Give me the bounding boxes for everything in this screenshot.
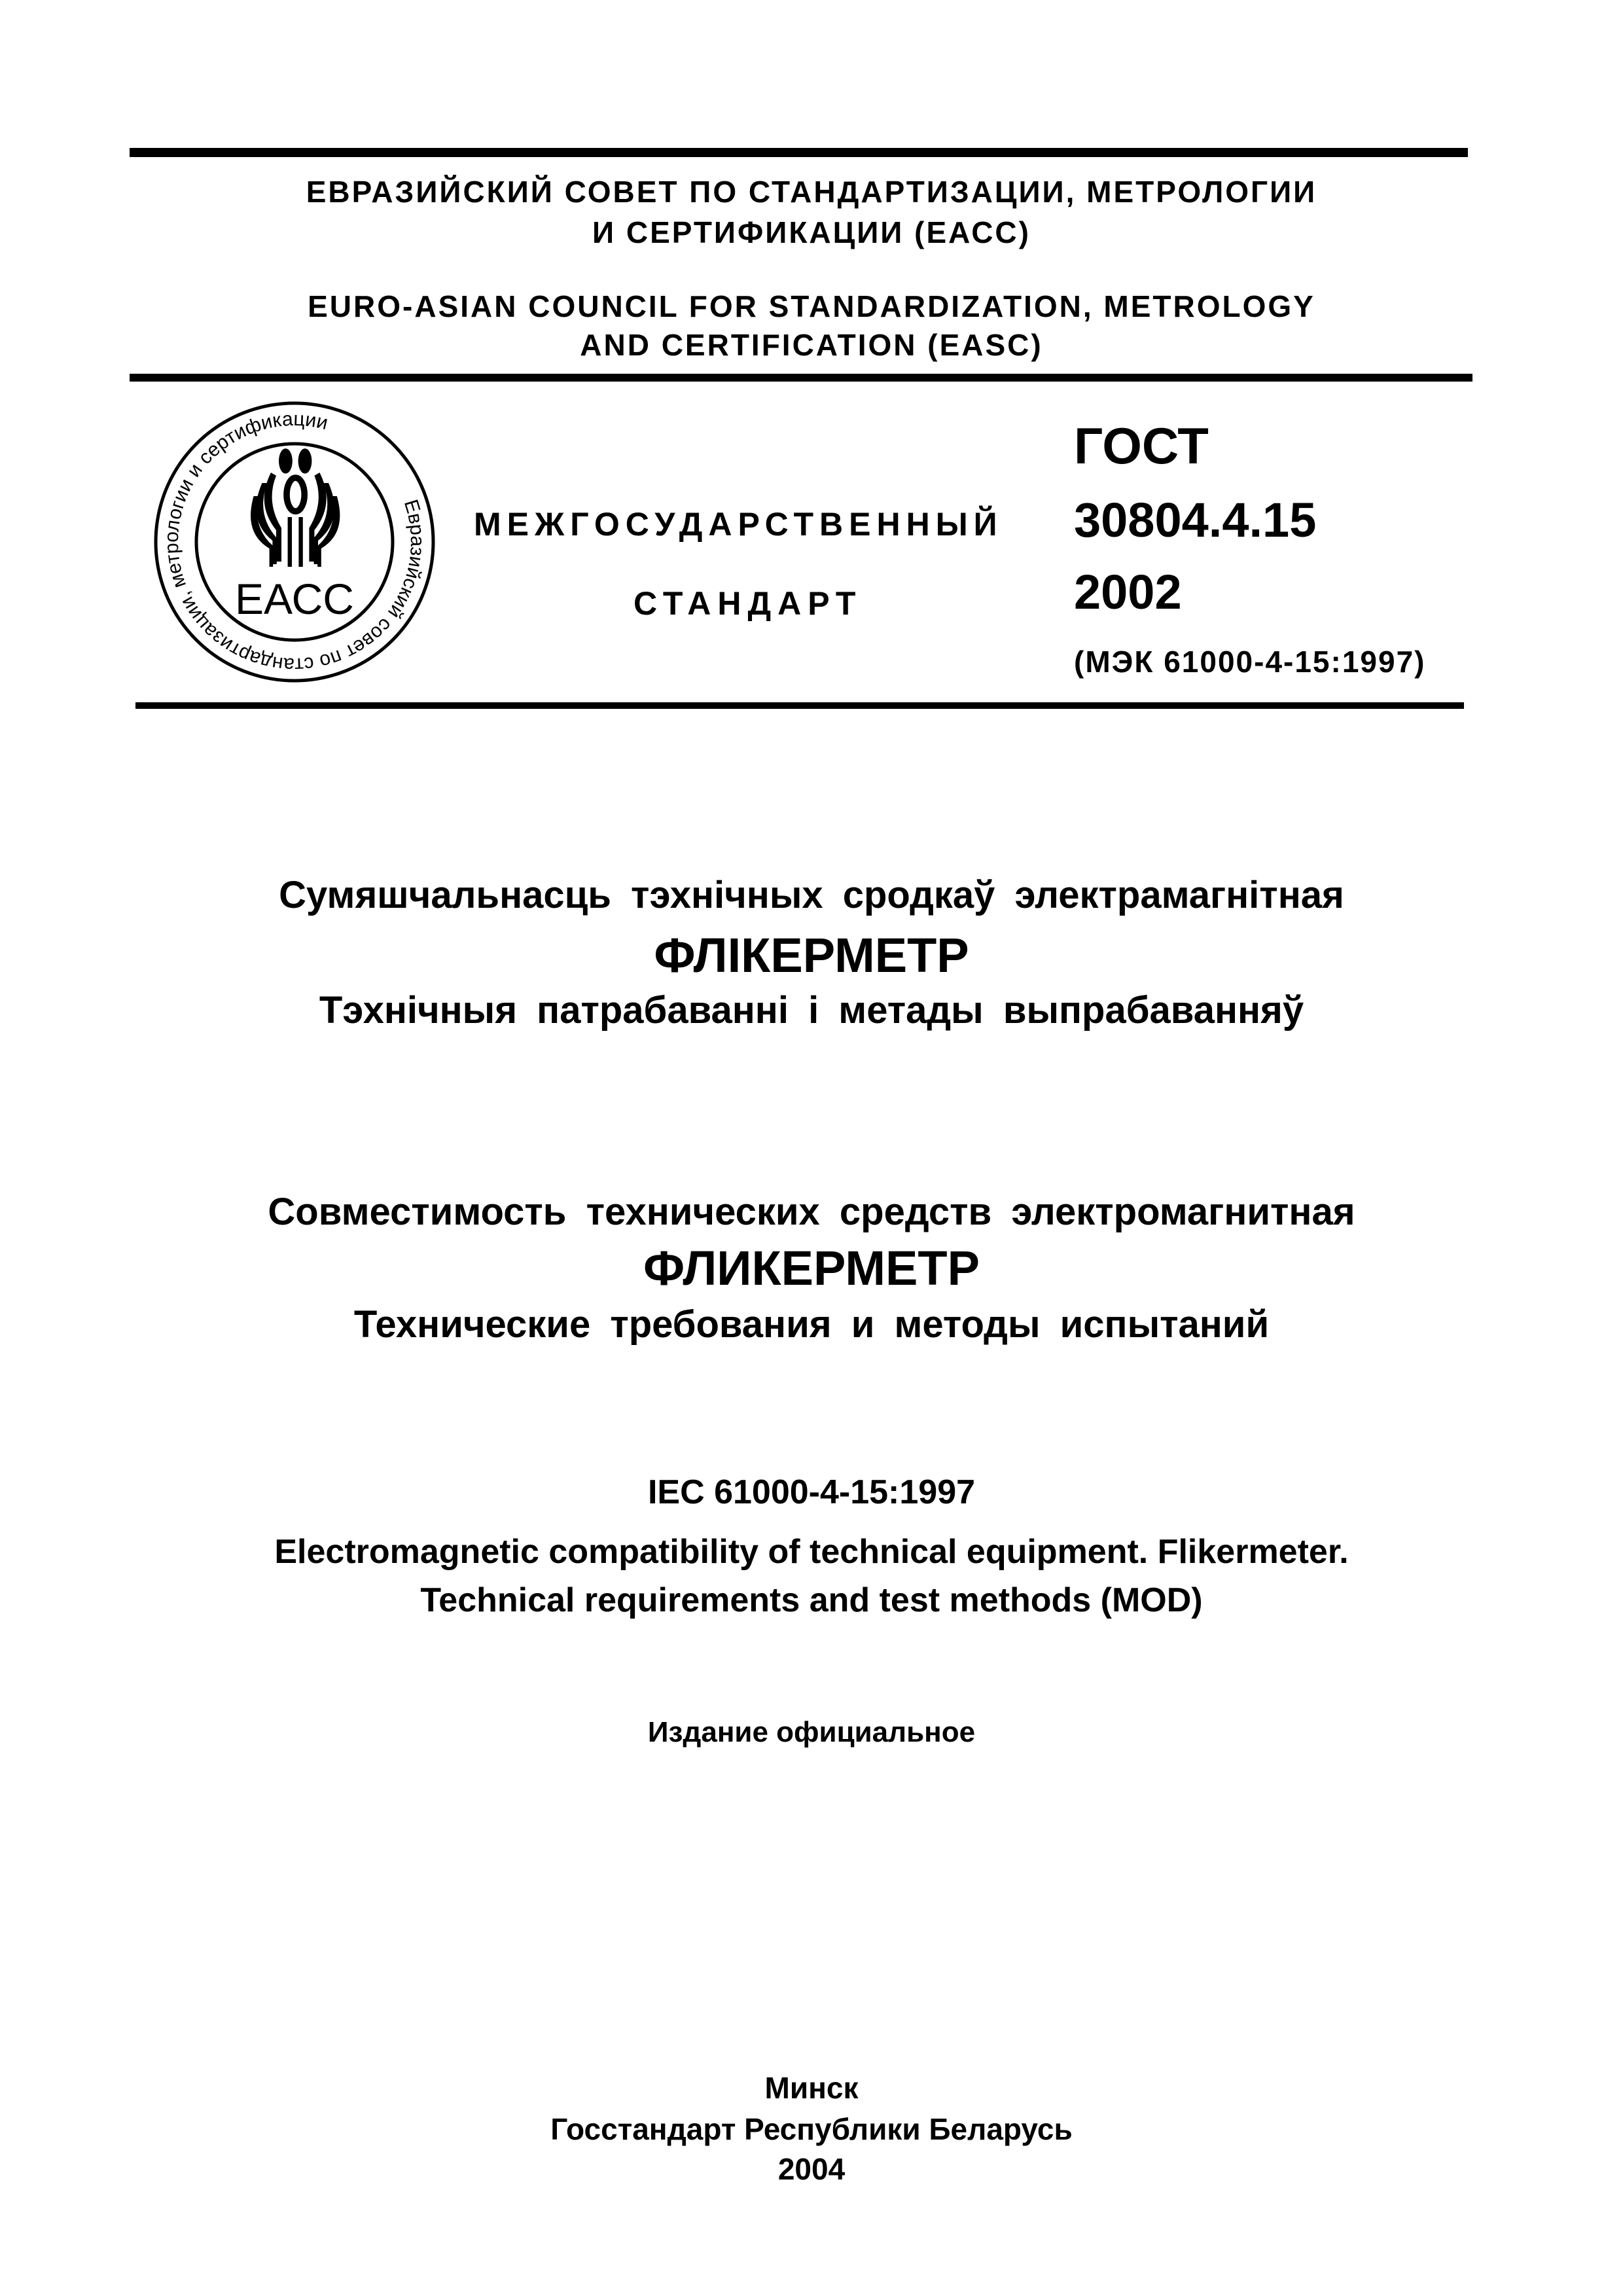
title-en-code: IEC 61000-4-15:1997: [647, 1473, 976, 1511]
iec-reference: (МЭК 61000-4-15:1997): [1074, 645, 1426, 679]
imprint-year: 2004: [777, 2152, 846, 2186]
title-en-1: Electromagnetic compatibility of technical equipment. Flikermeter.: [274, 1533, 1349, 1571]
council-name-ru-2: И СЕРТИФИКАЦИИ (ЕАСС): [592, 215, 1031, 249]
title-en-2: Technical requirements and test methods (MOD): [420, 1581, 1203, 1619]
standard-year: 2002: [1074, 565, 1182, 619]
standard-number: 30804.4.15: [1074, 493, 1317, 547]
standard-type-1: МЕЖГОСУДАРСТВЕННЫЙ: [474, 506, 1003, 543]
title-ru-2: ФЛИКЕРМЕТР: [643, 1241, 980, 1295]
svg-text:Евразийский совет по стандарти: [151, 398, 438, 686]
edition-label: Издание официальное: [647, 1716, 976, 1748]
header-rule: [130, 374, 1472, 382]
title-ru-3: Технические требования и методы испытаний: [353, 1303, 1270, 1346]
council-name-en-2: AND CERTIFICATION (EASC): [580, 328, 1043, 362]
gost-label: ГОСТ: [1074, 417, 1209, 475]
title-ru-1: Совместимость технических средств электромагнитная: [268, 1191, 1355, 1233]
title-by-1: Сумяшчальнасць тэхнічных сродкаў электрамагнітная: [279, 874, 1344, 916]
council-name-en-1: EURO-ASIAN COUNCIL FOR STANDARDIZATION, METROLOGY: [308, 289, 1315, 323]
top-rule: [130, 148, 1468, 157]
designation-rule: [135, 702, 1464, 709]
easc-logo: [151, 398, 438, 686]
title-by-3: Тэхнічныя патрабаванні і метады выпрабаванняў: [319, 989, 1304, 1031]
logo-abbr: ЕАСС: [235, 575, 354, 623]
council-name-ru-1: ЕВРАЗИЙСКИЙ СОВЕТ ПО СТАНДАРТИЗАЦИИ, МЕТРОЛОГИИ: [306, 175, 1317, 209]
title-by-2: ФЛІКЕРМЕТР: [654, 928, 969, 982]
emblem-icon: [251, 448, 340, 567]
standard-type-2: СТАНДАРТ: [633, 585, 863, 622]
imprint-city: Минск: [764, 2071, 859, 2105]
imprint-publisher: Госстандарт Республики Беларусь: [550, 2112, 1073, 2146]
logo-ring-text: Евразийский совет по стандартизации, метрологии и сертификации: [160, 408, 429, 676]
